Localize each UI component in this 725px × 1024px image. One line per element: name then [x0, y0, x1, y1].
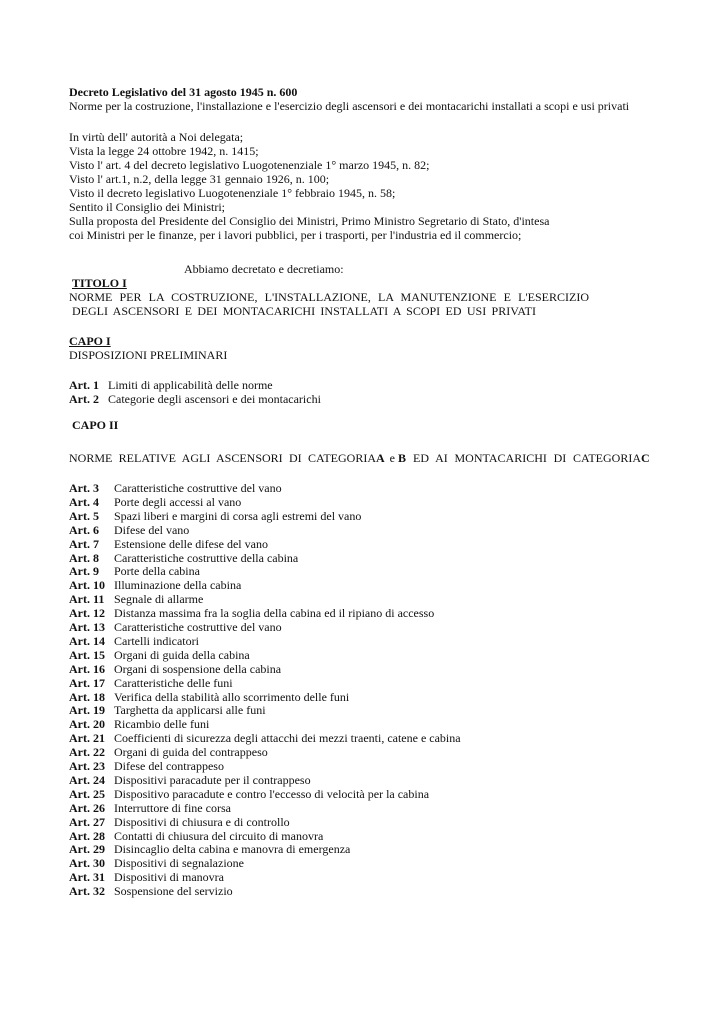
article-row: [69, 564, 200, 578]
article-title: Dispositivi di chiusura e di controllo: [114, 814, 290, 829]
article-title: Dispositivi paracadute per il contrappeso: [114, 772, 311, 787]
capo-subheading-part: e: [389, 451, 395, 465]
capo-subheading: [69, 451, 654, 465]
article-row: [69, 634, 199, 648]
article-row: [69, 870, 224, 884]
article-title: Organi di guida della cabina: [114, 647, 250, 662]
article-label: Art. 28: [69, 828, 105, 843]
article-row: [69, 537, 268, 551]
preamble-line: coi Ministri per le finanze, per i lavori pubblici, per i trasporti, per l'industria ed il commercio;: [69, 228, 522, 242]
decree-line: Abbiamo decretato e decretiamo:: [184, 262, 344, 276]
article-label: Art. 13: [69, 620, 105, 634]
article-title: Porte della cabina: [114, 564, 200, 579]
category-label: B: [398, 451, 407, 465]
article-title: Spazi liberi e margini di corsa agli estremi del vano: [114, 508, 362, 523]
article-label: Art. 22: [69, 745, 105, 760]
article-label: Art. 18: [69, 689, 105, 704]
article-row: [69, 731, 461, 745]
article-title: Caratteristiche costruttive della cabina: [114, 550, 299, 565]
article-title: Organi di sospensione della cabina: [114, 661, 282, 676]
article-row: [69, 884, 233, 898]
article-label: Art. 15: [69, 647, 105, 662]
preamble-line: Sentito il Consiglio dei Ministri;: [69, 200, 226, 214]
article-title: Coefficienti di sicurezza degli attacchi dei mezzi traenti, catene e cabina: [114, 731, 461, 746]
decree-subtitle: Norme per la costruzione, l'installazione e l'esercizio degli ascensori e dei montacarichi installati a scopi e usi privati: [69, 99, 630, 113]
article-title: Limiti di applicabilità delle norme: [108, 378, 273, 392]
article-label: Art. 32: [69, 884, 105, 899]
titolo-line: NORME PER LA COSTRUZIONE, L'INSTALLAZIONE, LA MANUTENZIONE E L'ESERCIZIO: [69, 290, 589, 304]
article-label: Art. 25: [69, 786, 105, 801]
preamble-line: Visto l' art. 4 del decreto legislativo Luogotenenziale 1° marzo 1945, n. 82;: [69, 158, 430, 172]
article-label: Art. 3: [69, 481, 99, 495]
titolo-line: DEGLI ASCENSORI E DEI MONTACARICHI INSTALLATI A SCOPI ED USI PRIVATI: [72, 304, 536, 318]
article-label: Art. 16: [69, 661, 105, 676]
article-row: [69, 856, 244, 870]
article-label: Art. 29: [69, 842, 105, 857]
article-title: Difese del contrappeso: [114, 759, 224, 773]
titolo-heading: TITOLO I: [72, 276, 127, 290]
article-title: Dispositivo paracadute e contro l'eccesso di velocità per la cabina: [114, 786, 430, 801]
preamble-line: Visto l' art.1, n.2, della legge 31 gennaio 1926, n. 100;: [69, 172, 330, 186]
article-title: Caratteristiche costruttive del vano: [114, 481, 282, 495]
article-title: Difese del vano: [114, 522, 190, 537]
article-title: Porte degli accessi al vano: [114, 494, 242, 509]
article-row: [69, 378, 273, 392]
article-title: Estensione delle difese del vano: [114, 536, 268, 551]
article-row: [69, 815, 290, 829]
article-title: Targhetta da applicarsi alle funi: [114, 703, 266, 718]
article-row: [69, 773, 311, 787]
article-label: Art. 30: [69, 856, 105, 871]
article-title: Cartelli indicatori: [114, 633, 199, 648]
article-row: [69, 551, 298, 565]
article-row: [69, 662, 281, 676]
article-title: Illuminazione della cabina: [114, 578, 242, 593]
article-row: [69, 509, 361, 523]
capo-heading: CAPO I: [69, 334, 111, 348]
article-label: Art. 2: [69, 392, 99, 406]
article-title: Distanza massima fra la soglia della cabina ed il ripiano di accesso: [114, 606, 435, 621]
article-row: [69, 759, 224, 773]
article-title: Caratteristiche costruttive del vano: [114, 620, 282, 634]
article-title: Verifica della stabilità allo scorrimento delle funi: [114, 689, 350, 704]
article-label: Art. 26: [69, 800, 105, 815]
article-label: Art. 14: [69, 633, 105, 648]
article-label: Art. 8: [69, 550, 99, 565]
capo-subheading-part: ED AI MONTACARICHI DI CATEGORIA: [413, 451, 642, 465]
article-label: Art. 9: [69, 564, 99, 579]
article-row: [69, 690, 349, 704]
article-title: Dispositivi di manovra: [114, 870, 224, 885]
article-label: Art. 1: [69, 378, 99, 392]
article-row: [69, 620, 282, 634]
capo-subheading: DISPOSIZIONI PRELIMINARI: [69, 348, 228, 362]
article-label: Art. 23: [69, 759, 105, 773]
article-label: Art. 20: [69, 717, 105, 732]
article-row: [69, 787, 429, 801]
article-label: Art. 27: [69, 814, 105, 829]
category-label: C: [641, 451, 650, 465]
article-title: Interruttore di fine corsa: [114, 800, 231, 815]
article-label: Art. 7: [69, 536, 99, 551]
article-row: [69, 578, 241, 592]
article-row: [69, 481, 282, 495]
article-label: Art. 31: [69, 870, 105, 885]
article-label: Art. 11: [69, 592, 105, 607]
article-label: Art. 6: [69, 522, 99, 537]
article-title: Categorie degli ascensori e dei montacarichi: [108, 392, 321, 406]
article-label: Art. 10: [69, 578, 105, 593]
article-label: Art. 12: [69, 606, 105, 621]
preamble-line: Sulla proposta del Presidente del Consiglio dei Ministri, Primo Ministro Segretario di Stato, d'intesa: [69, 214, 550, 228]
preamble-line: In virtù dell' autorità a Noi delegata;: [69, 130, 244, 144]
article-title: Disincaglio delta cabina e manovra di emergenza: [114, 842, 351, 857]
article-row: [69, 523, 189, 537]
article-label: Art. 19: [69, 703, 105, 718]
article-row: [69, 745, 268, 759]
article-title: Contatti di chiusura del circuito di manovra: [114, 828, 324, 843]
preamble-line: Visto il decreto legislativo Luogotenenziale 1° febbraio 1945, n. 58;: [69, 186, 396, 200]
article-row: [69, 801, 231, 815]
article-title: Ricambio delle funi: [114, 717, 210, 732]
article-title: Dispositivi di segnalazione: [114, 856, 244, 871]
article-label: Art. 4: [69, 494, 99, 509]
article-row: [69, 676, 233, 690]
capo-subheading-part: NORME RELATIVE AGLI ASCENSORI DI CATEGORIA: [69, 451, 376, 465]
category-label: A: [376, 451, 385, 465]
article-title: Segnale di allarme: [114, 592, 204, 607]
capo-heading: CAPO II: [72, 418, 119, 432]
article-label: Art. 5: [69, 508, 99, 523]
article-label: Art. 24: [69, 772, 105, 787]
article-label: Art. 17: [69, 675, 105, 690]
article-row: [69, 648, 250, 662]
article-row: [69, 717, 209, 731]
article-label: Art. 21: [69, 731, 105, 746]
article-row: [69, 495, 241, 509]
article-row: [69, 392, 321, 406]
article-row: [69, 592, 203, 606]
article-title: Organi di guida del contrappeso: [114, 745, 268, 760]
article-row: [69, 703, 266, 717]
article-row: [69, 606, 434, 620]
decree-title: Decreto Legislativo del 31 agosto 1945 n. 600: [69, 85, 298, 99]
article-title: Sospensione del servizio: [114, 884, 233, 899]
article-row: [69, 829, 323, 843]
preamble-line: Vista la legge 24 ottobre 1942, n. 1415;: [69, 144, 259, 158]
article-title: Caratteristiche delle funi: [114, 675, 233, 690]
article-row: [69, 842, 350, 856]
